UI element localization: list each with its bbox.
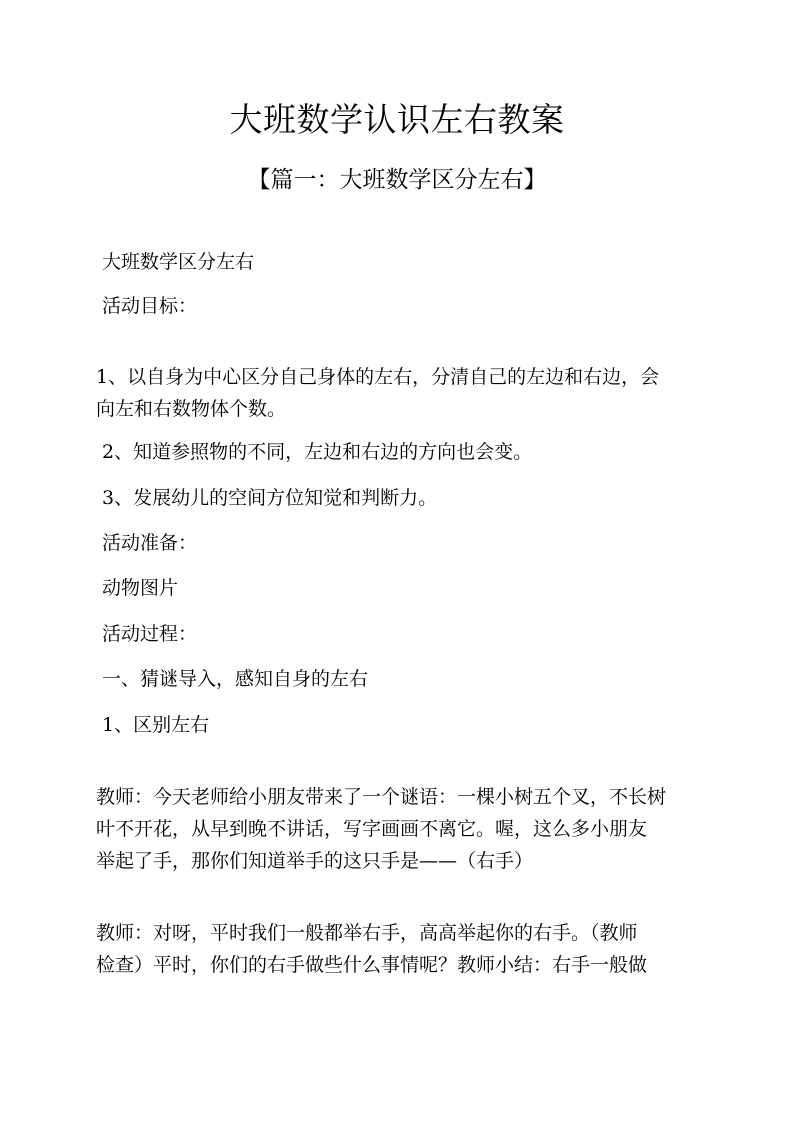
text-line-3: 1、以自身为中心区分自己身体的左右，分清自己的左边和右边，会	[96, 366, 660, 388]
text-line-8: 动物图片	[102, 577, 179, 599]
text-line-16: 检查）平时，你们的右手做些什么事情呢？教师小结：右手一般做	[96, 954, 648, 976]
text-line-14: 举起了手，那你们知道举手的这只手是——（右手）	[96, 850, 534, 872]
text-line-11: 1、区别左右	[102, 714, 210, 736]
text-line-15: 教师：对呀，平时我们一般都举右手，高高举起你的右手。（教师	[96, 922, 638, 944]
text-line-12: 教师：今天老师给小朋友带来了一个谜语：一棵小树五个叉，不长树	[96, 786, 667, 808]
text-line-1: 大班数学区分左右	[102, 251, 255, 273]
text-line-2: 活动目标：	[102, 295, 198, 317]
text-line-10: 一、猜谜导入，感知自身的左右	[102, 668, 369, 690]
text-line-13: 叶不开花，从早到晚不讲话，写字画画不离它。喔，这么多小朋友	[96, 818, 648, 840]
text-line-5: 2、知道参照物的不同，左边和右边的方向也会变。	[102, 441, 533, 463]
text-line-9: 活动过程：	[102, 623, 198, 645]
text-line-6: 3、发展幼儿的空间方位知觉和判断力。	[102, 487, 438, 509]
section-heading: 【篇一：大班数学区分左右】	[247, 167, 547, 193]
text-line-4: 向左和右数物体个数。	[96, 398, 287, 420]
document-title: 大班数学认识左右教案	[229, 100, 565, 139]
text-line-7: 活动准备：	[102, 532, 198, 554]
